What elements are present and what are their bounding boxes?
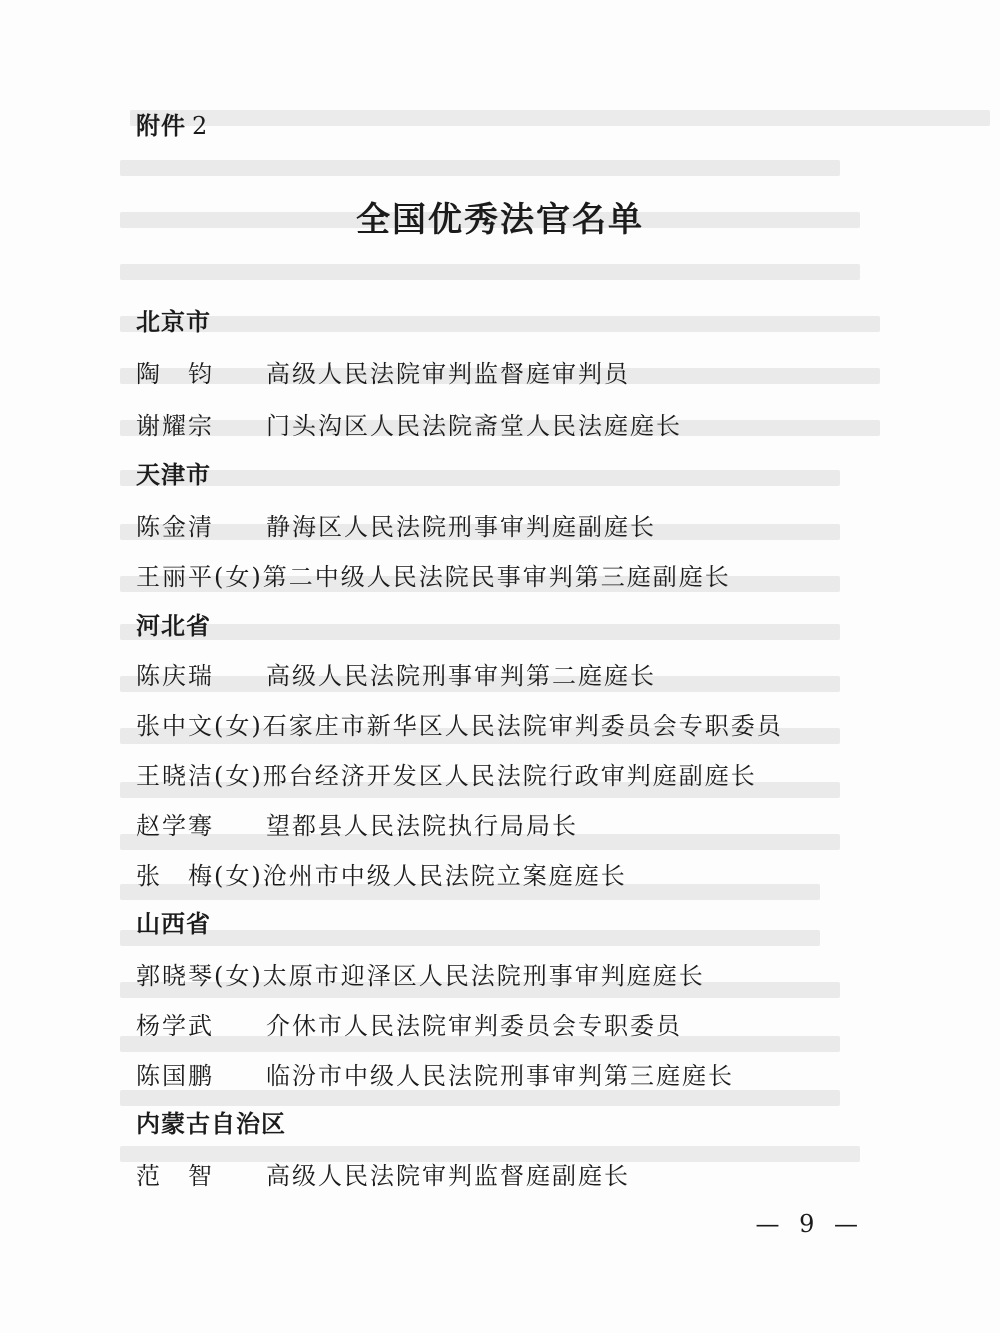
person-position: 望都县人民法院执行局局长: [266, 812, 578, 840]
person-name: 王丽平(女): [136, 563, 263, 591]
person-position: 介休市人民法院审判委员会专职委员: [266, 1012, 682, 1040]
person-position: 沧州市中级人民法院立案庭庭长: [262, 862, 627, 890]
person-position: 邢台经济开发区人民法院行政审判庭副庭长: [262, 762, 757, 790]
person-position: 高级人民法院审判监督庭审判员: [266, 360, 630, 388]
region-heading: 河北省: [136, 612, 211, 640]
attachment-number: 2: [192, 112, 209, 140]
person-position: 第二中级人民法院民事审判第三庭副庭长: [262, 563, 731, 591]
page-number: — 9 —: [755, 1210, 864, 1238]
list-item: [136, 1006, 682, 1041]
list-item: [136, 507, 656, 542]
person-name: 杨学武: [136, 1012, 214, 1040]
person-name: 陈国鹏: [136, 1062, 214, 1090]
person-position: 高级人民法院刑事审判第二庭庭长: [266, 662, 656, 690]
person-name: 陈金清: [136, 513, 214, 541]
document-title: 全国优秀法官名单: [356, 200, 644, 240]
list-item: [136, 856, 627, 891]
list-item: [136, 656, 656, 691]
attachment-text: 附件: [136, 112, 186, 140]
list-item: [136, 557, 731, 592]
attachment-label: [136, 106, 208, 141]
person-name: 王晓洁(女): [136, 762, 263, 790]
list-item: [136, 806, 578, 841]
list-item: [136, 706, 783, 741]
list-item: [136, 756, 757, 791]
person-position: 太原市迎泽区人民法院刑事审判庭庭长: [262, 962, 705, 990]
person-name: 郭晓琴(女): [136, 962, 263, 990]
region-heading: 天津市: [136, 461, 211, 489]
list-item: [136, 956, 705, 991]
list-item: [136, 1156, 630, 1191]
person-name: 陈庆瑞: [136, 662, 214, 690]
person-position: 高级人民法院审判监督庭副庭长: [266, 1162, 630, 1190]
person-position: 静海区人民法院刑事审判庭副庭长: [266, 513, 656, 541]
person-name: 赵学骞: [136, 812, 214, 840]
list-item: [136, 354, 630, 389]
person-position: 临汾市中级人民法院刑事审判第三庭庭长: [266, 1062, 734, 1090]
list-item: [136, 1056, 734, 1091]
list-item: [136, 406, 682, 441]
person-name: 张中文(女): [136, 712, 263, 740]
person-position: 门头沟区人民法院斋堂人民法庭庭长: [266, 412, 682, 440]
person-name: 陶 钧: [136, 360, 214, 388]
person-name: 范 智: [136, 1162, 214, 1190]
region-heading: 内蒙古自治区: [136, 1110, 286, 1138]
region-heading: 山西省: [136, 910, 211, 938]
person-position: 石家庄市新华区人民法院审判委员会专职委员: [262, 712, 783, 740]
region-heading: 北京市: [136, 308, 211, 336]
person-name: 张 梅(女): [136, 862, 263, 890]
person-name: 谢耀宗: [136, 412, 214, 440]
